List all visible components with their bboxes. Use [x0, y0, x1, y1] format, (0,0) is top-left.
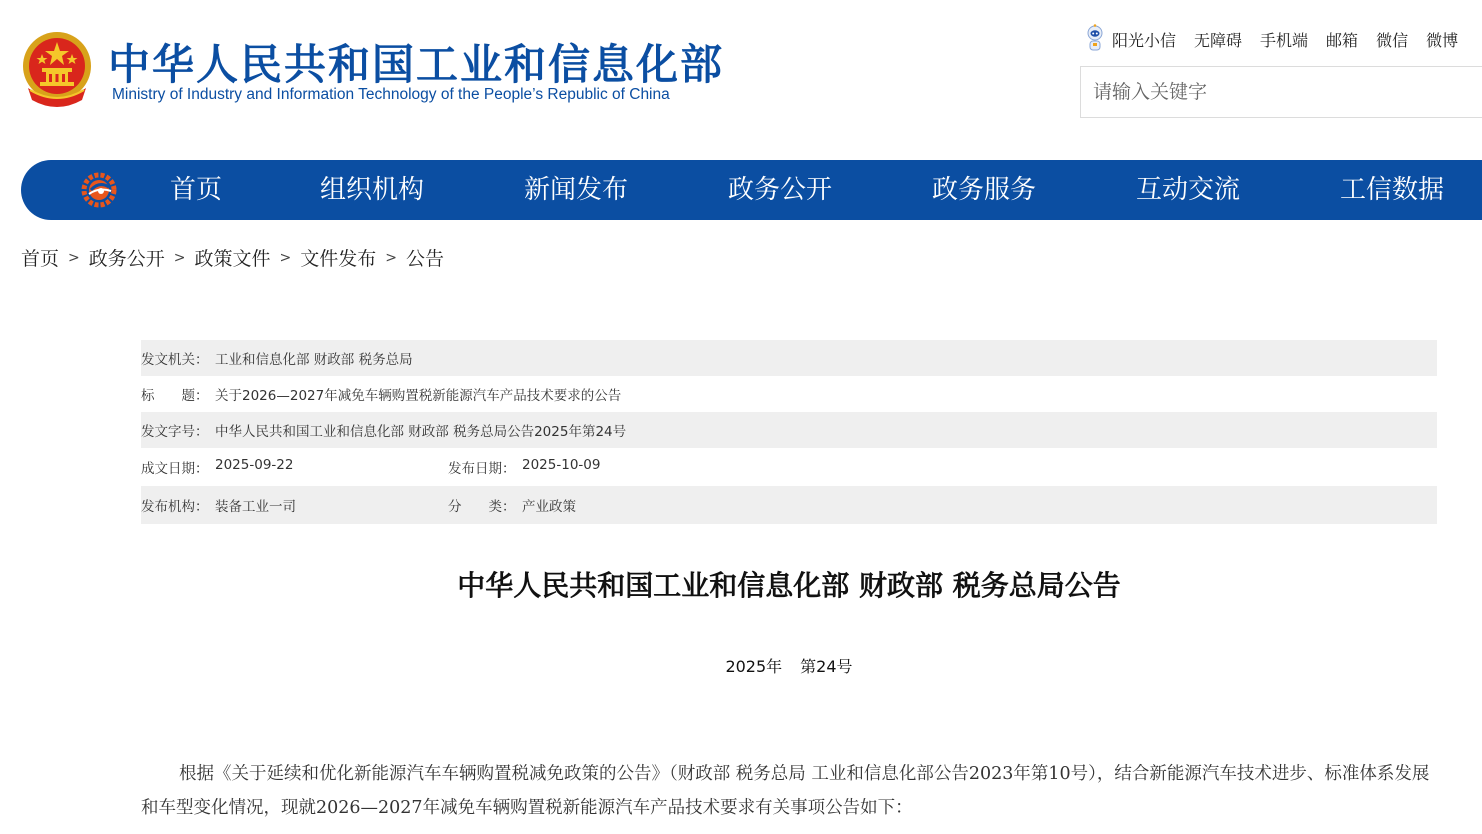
breadcrumb-home[interactable]: 首页: [21, 248, 60, 270]
nav-home[interactable]: 首页: [170, 175, 223, 205]
category-label: 分 类：: [448, 499, 516, 515]
robot-assistant-icon[interactable]: [1084, 24, 1106, 54]
link-email[interactable]: 邮箱: [1326, 30, 1359, 50]
meta-row-title: [141, 376, 1437, 412]
title-label: 标 题：: [141, 388, 209, 404]
breadcrumb: [21, 244, 444, 271]
nav-government-affairs[interactable]: 政务公开: [728, 175, 833, 205]
top-links: [1084, 22, 1458, 56]
link-accessibility[interactable]: 无障碍: [1194, 30, 1243, 50]
nav-news[interactable]: 新闻发布: [524, 175, 629, 205]
breadcrumb-separator: >: [173, 249, 186, 266]
written-date-label: 成文日期：: [141, 461, 209, 477]
publish-date-label: 发布日期：: [448, 461, 516, 477]
breadcrumb-separator: >: [68, 249, 80, 266]
breadcrumb-file-release[interactable]: 文件发布: [300, 248, 377, 270]
site-title[interactable]: 中华人民共和国工业和信息化部: [108, 40, 725, 89]
title-value: 关于2026—2027年减免车辆购置税新能源汽车产品技术要求的公告: [215, 388, 622, 404]
doc-number-value: 中华人民共和国工业和信息化部 财政部 税务总局公告2025年第24号: [215, 424, 627, 440]
nav-government-services[interactable]: 政务服务: [932, 175, 1037, 205]
miit-logo-icon[interactable]: [79, 171, 119, 209]
search-input[interactable]: [1081, 67, 1482, 117]
category-value: 产业政策: [522, 499, 576, 515]
link-weibo[interactable]: 微博: [1426, 30, 1459, 50]
meta-row-doc-number: [141, 412, 1437, 448]
main-nav: [21, 160, 1482, 220]
document-meta-table: [141, 340, 1437, 524]
link-wechat[interactable]: 微信: [1376, 30, 1409, 50]
nav-interaction[interactable]: 互动交流: [1136, 175, 1241, 205]
issuer-value: 工业和信息化部 财政部 税务总局: [215, 352, 413, 368]
site-title-english[interactable]: Ministry of Industry and Information Technology of the People’s Republic of China: [112, 86, 670, 103]
breadcrumb-separator: >: [385, 249, 397, 266]
search-box: [1080, 66, 1482, 118]
document-number: [0, 654, 1482, 677]
link-mobile[interactable]: 手机端: [1260, 30, 1309, 50]
written-date-value: 2025-09-22: [215, 457, 294, 473]
national-emblem-icon: [20, 30, 94, 110]
breadcrumb-separator: >: [279, 249, 292, 266]
nav-data[interactable]: 工信数据: [1340, 175, 1445, 205]
meta-row-dates: [141, 448, 1437, 486]
nav-organization[interactable]: 组织机构: [320, 175, 425, 205]
breadcrumb-announcement[interactable]: 公告: [406, 248, 445, 270]
document-heading: 中华人民共和国工业和信息化部 财政部 税务总局公告: [457, 569, 1121, 602]
doc-number-label: 发文字号：: [141, 424, 209, 440]
meta-row-issuer: [141, 340, 1437, 376]
breadcrumb-policy-files[interactable]: 政策文件: [194, 248, 271, 270]
org-value: 装备工业一司: [215, 499, 296, 515]
link-sunshine-xiaoxin[interactable]: 阳光小信: [1112, 30, 1177, 50]
meta-row-org-category: [141, 486, 1437, 524]
publish-date-value: 2025-10-09: [522, 457, 601, 473]
breadcrumb-government-affairs[interactable]: 政务公开: [88, 248, 165, 270]
org-label: 发布机构：: [141, 499, 209, 515]
document-year: 2025年: [725, 657, 783, 676]
document-paragraph: 根据《关于延续和优化新能源汽车车辆购置税减免政策的公告》（财政部 税务总局 工业和信息化部公告2023年第10号），结合新能源汽车技术进步、标准体系发展和车型变化情况，现就2026—2027年减免车辆购置税新能源汽车产品技术要求有关事项公告如下：: [141, 764, 1430, 818]
issuer-label: 发文机关：: [141, 352, 209, 368]
document-issue-number: 第24号: [800, 657, 853, 676]
